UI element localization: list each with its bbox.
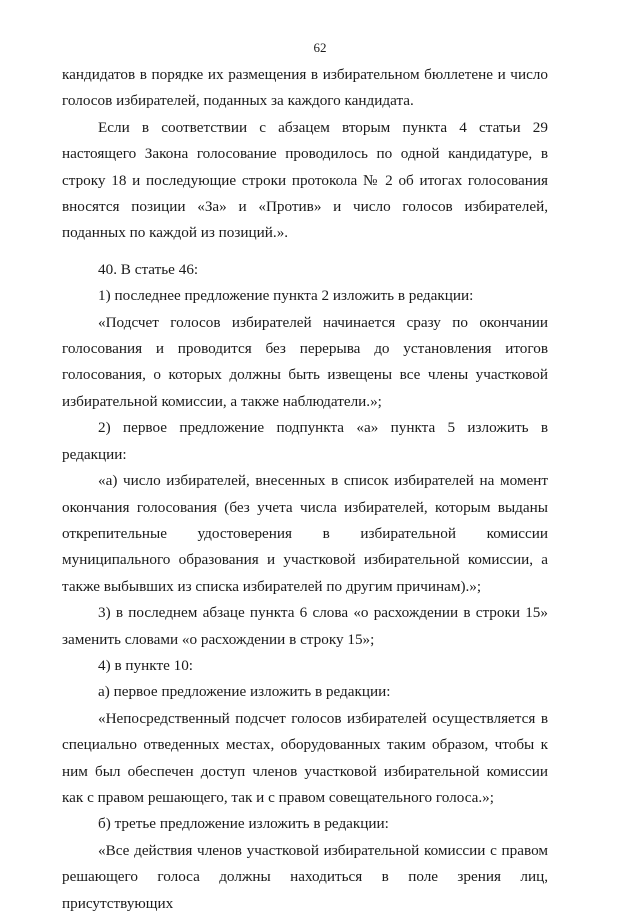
paragraph: «Непосредственный подсчет голосов избирателей осуществляется в специально отведенных местах, оборудованных таким образом, чтобы к ним был обеспечен доступ членов участковой избирательной комиссии как с правом решающего, так и с правом совещательного голоса.»;	[62, 709, 548, 806]
paragraph: «Все действия членов участковой избирательной комиссии с правом решающего голоса должны находиться в поле зрения лиц, присутствующих	[62, 841, 548, 912]
paragraph: 1) последнее предложение пункта 2 изложить в редакции:	[98, 287, 474, 305]
paragraph: «Подсчет голосов избирателей начинается сразу по окончании голосования и проводится без перерыва до установления итогов голосования, о которых должны быть извещены все члены участковой избирательной комиссии, а также наблюдатели.»;	[62, 313, 548, 410]
paragraph: а) первое предложение изложить в редакции:	[98, 683, 391, 701]
paragraph: кандидатов в порядке их размещения в избирательном бюллетене и число голосов избирателей, поданных за каждого кандидата.	[62, 66, 548, 110]
paragraph: б) третье предложение изложить в редакции:	[98, 815, 389, 833]
page-number: 62	[313, 40, 327, 55]
section-heading: 40. В статье 46:	[98, 260, 199, 278]
paragraph: 2) первое предложение подпункта «а» пункта 5 изложить в редакции:	[62, 419, 548, 463]
paragraph: 4) в пункте 10:	[98, 656, 194, 674]
paragraph: Если в соответствии с абзацем вторым пункта 4 статьи 29 настоящего Закона голосование проводилось по одной кандидатуре, в строку 18 и последующие строки протокола № 2 об итогах голосования вносятся позиции «За» и «Против» и число голосов избирателей, поданных по каждой из позиций.».	[62, 118, 548, 242]
document-body	[62, 62, 548, 917]
paragraph: «а) число избирателей, внесенных в список избирателей на момент окончания голосования (без учета числа избирателей, которым выданы открепительные удостоверения в избирательной комиссии муниципального образования и участковой избирательной комиссии, а также выбывших из списка избирателей по другим причинам).»;	[62, 472, 548, 595]
paragraph-gap	[62, 247, 548, 257]
paragraph: 3) в последнем абзаце пункта 6 слова «о расхождении в строки 15» заменить словами «о расхождении в строку 15»;	[62, 604, 548, 648]
